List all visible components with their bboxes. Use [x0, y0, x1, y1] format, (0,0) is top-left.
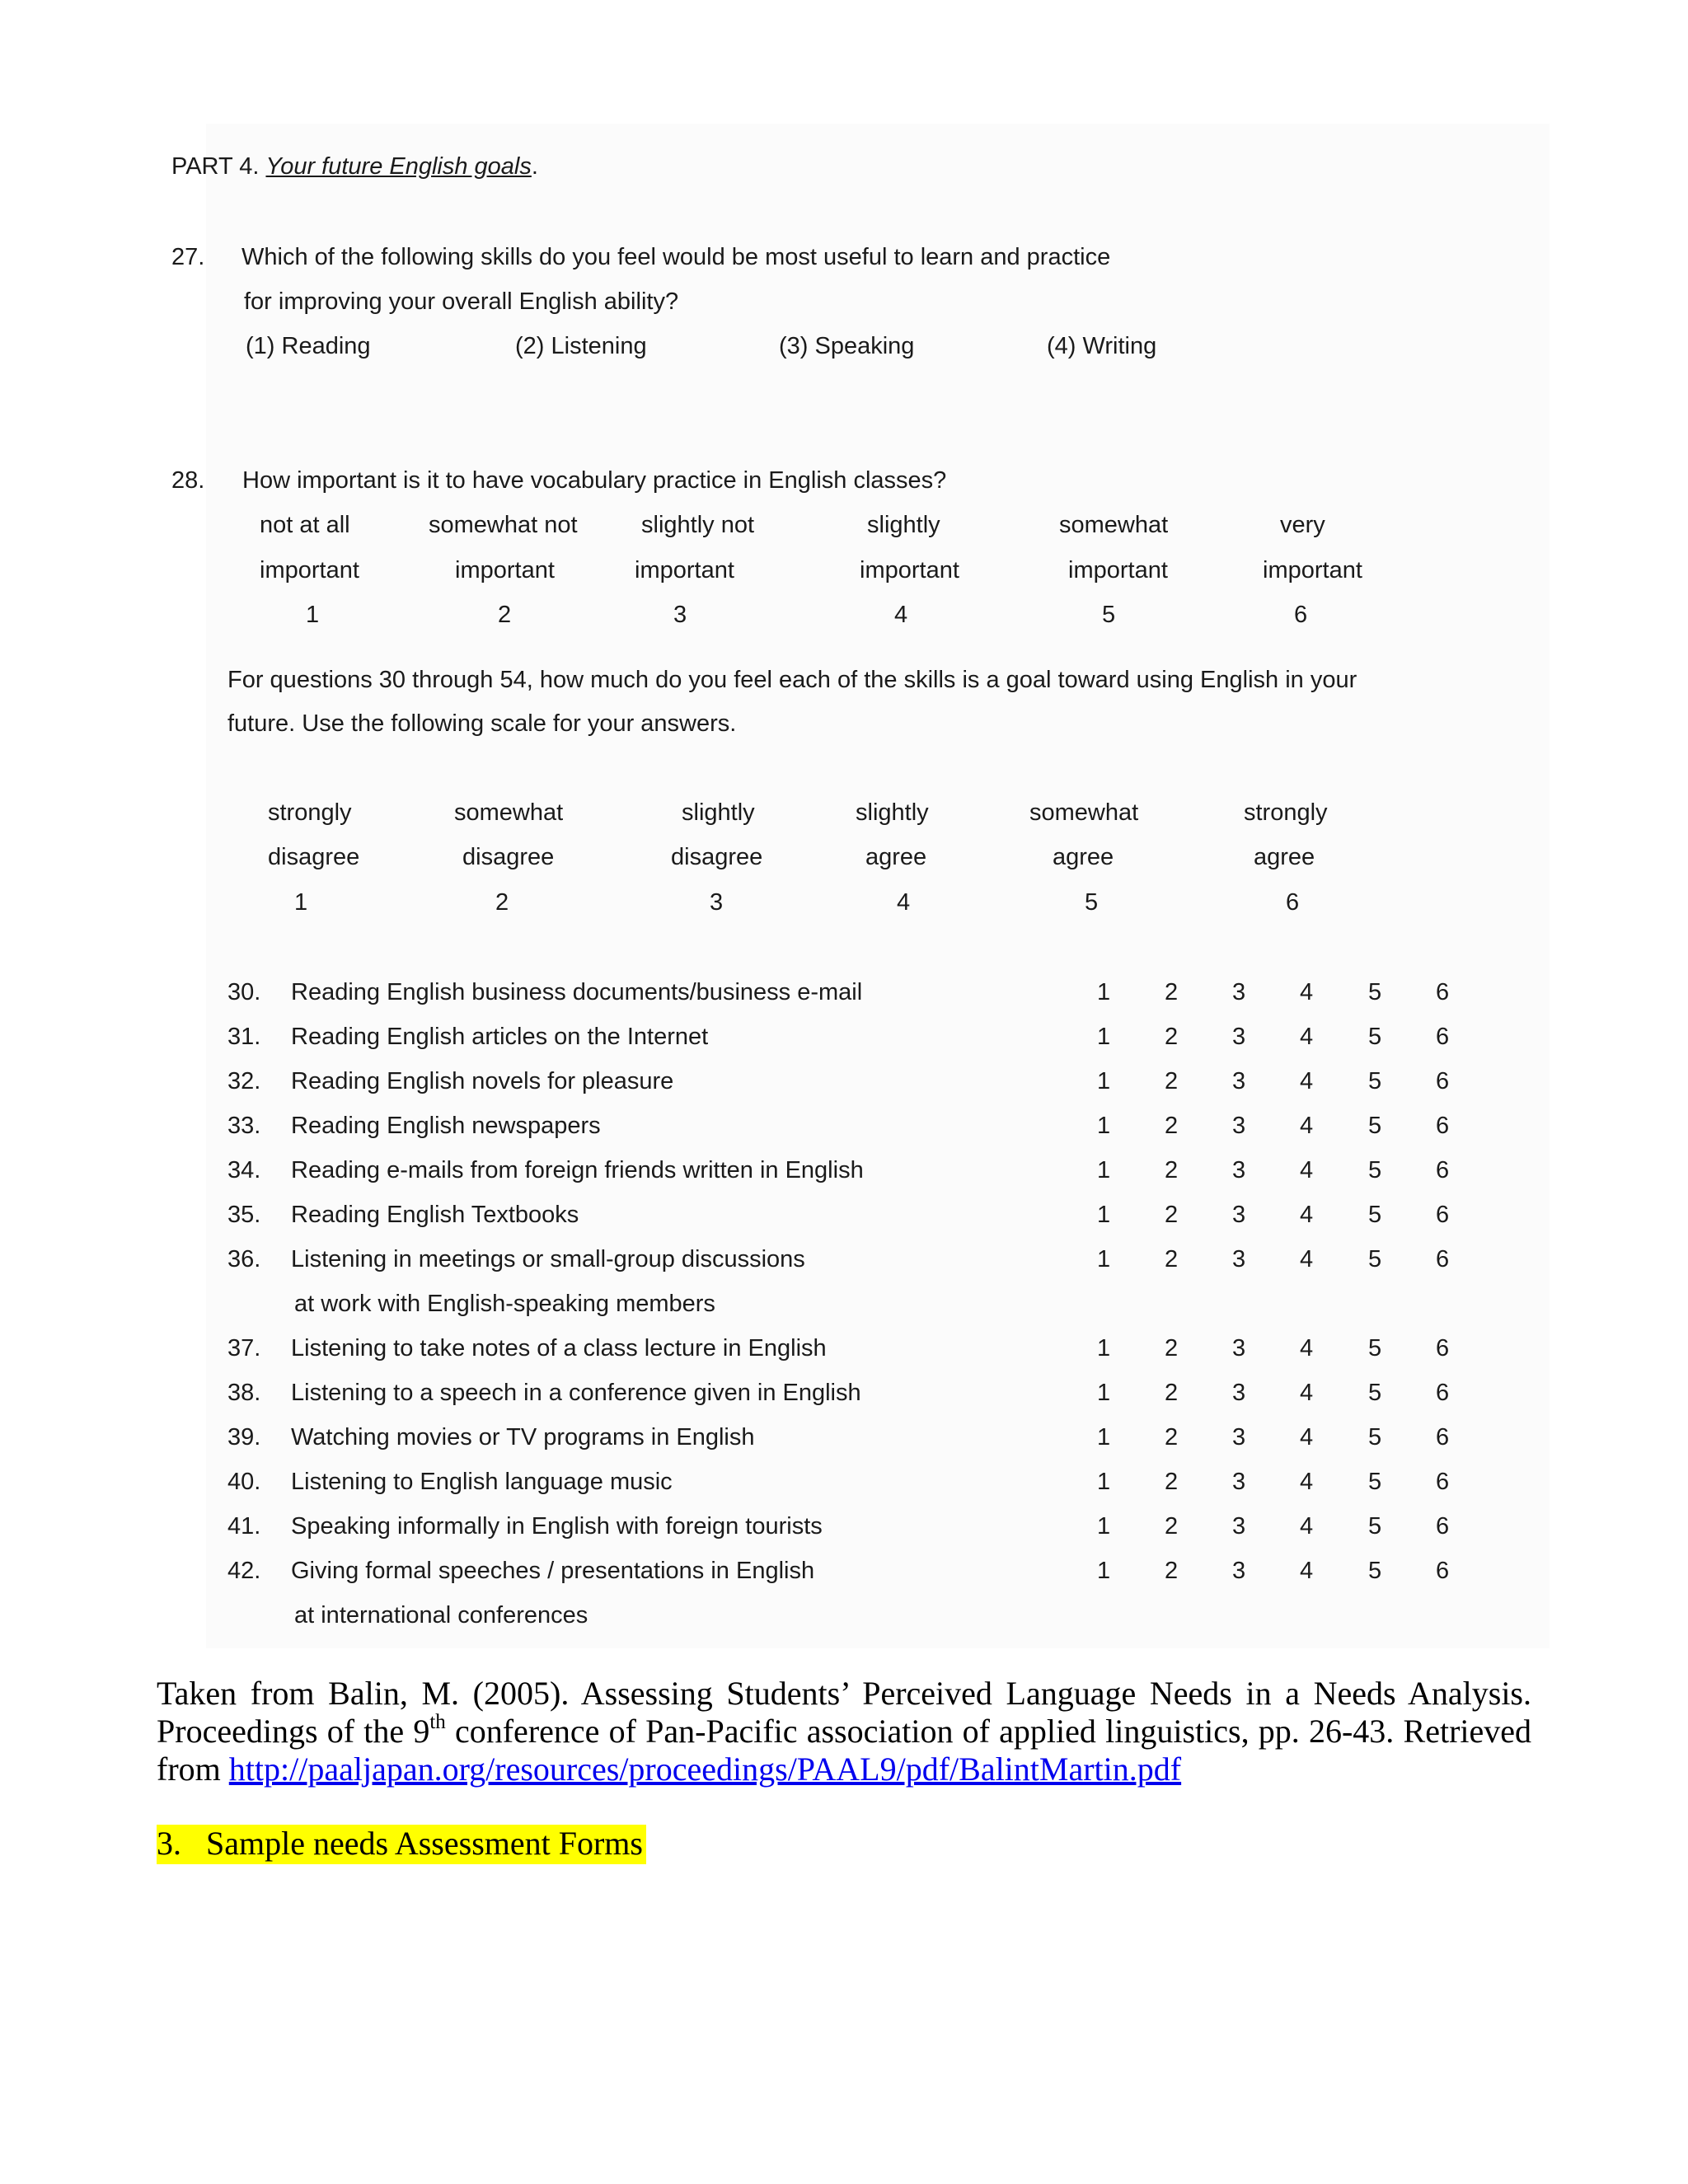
- rating-option[interactable]: 3: [1232, 1335, 1246, 1361]
- item-number: 33.: [227, 1113, 261, 1139]
- rating-option[interactable]: 2: [1165, 979, 1179, 1005]
- part-prefix: PART 4.: [171, 153, 260, 180]
- rating-option[interactable]: 5: [1368, 979, 1382, 1005]
- rating-option[interactable]: 1: [1097, 1469, 1111, 1495]
- rating-option[interactable]: 3: [1232, 1246, 1246, 1272]
- agree-scale-bottom: disagree: [268, 844, 360, 870]
- part-suffix: .: [531, 153, 538, 180]
- agree-scale-number: 1: [294, 889, 308, 916]
- q28-scale-bottom: important: [635, 557, 734, 583]
- rating-option[interactable]: 2: [1165, 1246, 1179, 1272]
- rating-option[interactable]: 4: [1300, 1157, 1314, 1183]
- q28-text: How important is it to have vocabulary practice in English classes?: [242, 467, 947, 494]
- instructions-line1: For questions 30 through 54, how much do you feel each of the skills is a goal toward using English in your: [227, 667, 1357, 693]
- agree-scale-bottom: disagree: [462, 844, 555, 870]
- item-number: 41.: [227, 1513, 261, 1540]
- rating-option[interactable]: 5: [1368, 1113, 1382, 1139]
- rating-option[interactable]: 5: [1368, 1469, 1382, 1495]
- rating-option[interactable]: 6: [1436, 1113, 1450, 1139]
- item-number: 38.: [227, 1380, 261, 1406]
- q28-scale-bottom: important: [455, 557, 555, 583]
- rating-option[interactable]: 2: [1165, 1335, 1179, 1361]
- rating-option[interactable]: 1: [1097, 1246, 1111, 1272]
- item-number: 42.: [227, 1558, 261, 1584]
- item-text: Reading English articles on the Internet: [291, 1024, 709, 1050]
- q28-scale-number: 5: [1102, 602, 1116, 628]
- rating-option[interactable]: 1: [1097, 1513, 1111, 1540]
- rating-option[interactable]: 4: [1300, 1335, 1314, 1361]
- citation: [157, 1675, 1531, 1788]
- rating-option[interactable]: 5: [1368, 1424, 1382, 1451]
- q28-scale-number: 3: [673, 602, 687, 628]
- rating-option[interactable]: 4: [1300, 1469, 1314, 1495]
- rating-option[interactable]: 3: [1232, 1202, 1246, 1228]
- rating-option[interactable]: 3: [1232, 1380, 1246, 1406]
- agree-scale-bottom: disagree: [671, 844, 763, 870]
- rating-option[interactable]: 6: [1436, 1558, 1450, 1584]
- item-text: Listening to English language music: [291, 1469, 673, 1495]
- item-text: Watching movies or TV programs in English: [291, 1424, 755, 1451]
- rating-option[interactable]: 6: [1436, 1380, 1450, 1406]
- rating-option[interactable]: 3: [1232, 1558, 1246, 1584]
- q28-scale-bottom: important: [1263, 557, 1362, 583]
- rating-option[interactable]: 3: [1232, 1113, 1246, 1139]
- citation-text-cont: conference of Pan-Pacific association of applied linguistics, pp. 26-43. Retrieved from: [157, 1713, 1532, 1788]
- rating-option[interactable]: 4: [1300, 1246, 1314, 1272]
- item-text: Reading English novels for pleasure: [291, 1068, 674, 1094]
- q28-scale-bottom: important: [860, 557, 959, 583]
- item-text: Reading English Textbooks: [291, 1202, 579, 1228]
- rating-option[interactable]: 2: [1165, 1424, 1179, 1451]
- item-number: 35.: [227, 1202, 261, 1228]
- part-title: Your future English goals: [265, 153, 532, 180]
- q27-line1: Which of the following skills do you feel would be most useful to learn and practice: [241, 244, 1111, 270]
- agree-scale-top: strongly: [268, 799, 352, 826]
- q27-option-reading: (1) Reading: [246, 333, 371, 359]
- agree-scale-number: 4: [897, 889, 911, 916]
- rating-option[interactable]: 4: [1300, 979, 1314, 1005]
- rating-option[interactable]: 3: [1232, 1469, 1246, 1495]
- q27-number: 27.: [171, 244, 205, 270]
- rating-option[interactable]: 2: [1165, 1558, 1179, 1584]
- rating-option[interactable]: 2: [1165, 1469, 1179, 1495]
- item-text-continued: at work with English-speaking members: [294, 1291, 715, 1317]
- item-number: 30.: [227, 979, 261, 1005]
- rating-option[interactable]: 4: [1300, 1202, 1314, 1228]
- rating-option[interactable]: 2: [1165, 1113, 1179, 1139]
- agree-scale-top: slightly: [856, 799, 929, 826]
- rating-option[interactable]: 3: [1232, 1424, 1246, 1451]
- item-text: Reading English business documents/business e-mail: [291, 979, 863, 1005]
- rating-option[interactable]: 1: [1097, 1380, 1111, 1406]
- q27-line2: for improving your overall English ability?: [244, 288, 679, 315]
- rating-option[interactable]: 6: [1436, 1424, 1450, 1451]
- agree-scale-top: slightly: [682, 799, 755, 826]
- item-text-continued: at international conferences: [294, 1602, 588, 1629]
- rating-option[interactable]: 4: [1300, 1113, 1314, 1139]
- rating-option[interactable]: 4: [1300, 1558, 1314, 1584]
- rating-option[interactable]: 4: [1300, 1424, 1314, 1451]
- agree-scale-number: 5: [1085, 889, 1099, 916]
- rating-option[interactable]: 3: [1232, 1157, 1246, 1183]
- rating-option[interactable]: 6: [1436, 1024, 1450, 1050]
- rating-option[interactable]: 1: [1097, 1157, 1111, 1183]
- q28-scale-number: 1: [306, 602, 320, 628]
- rating-option[interactable]: 1: [1097, 1068, 1111, 1094]
- q28-scale-top: somewhat not: [429, 512, 578, 538]
- agree-scale-number: 3: [710, 889, 724, 916]
- instructions-line2: future. Use the following scale for your answers.: [227, 710, 737, 737]
- rating-option[interactable]: 5: [1368, 1558, 1382, 1584]
- rating-option[interactable]: 5: [1368, 1157, 1382, 1183]
- agree-scale-top: strongly: [1244, 799, 1328, 826]
- rating-option[interactable]: 3: [1232, 1068, 1246, 1094]
- q28-scale-top: very: [1280, 512, 1325, 538]
- rating-option[interactable]: 4: [1300, 1068, 1314, 1094]
- agree-scale-bottom: agree: [1053, 844, 1114, 870]
- q27-option-listening: (2) Listening: [515, 333, 647, 359]
- rating-option[interactable]: 5: [1368, 1380, 1382, 1406]
- rating-option[interactable]: 6: [1436, 1157, 1450, 1183]
- citation-link[interactable]: http://paaljapan.org/resources/proceedings/PAAL9/pdf/BalintMartin.pdf: [228, 1750, 1182, 1788]
- rating-option[interactable]: 5: [1368, 1024, 1382, 1050]
- rating-option[interactable]: 2: [1165, 1380, 1179, 1406]
- rating-option[interactable]: 6: [1436, 1513, 1450, 1540]
- q27-option-speaking: (3) Speaking: [779, 333, 915, 359]
- part-heading: [171, 155, 538, 179]
- item-number: 39.: [227, 1424, 261, 1451]
- rating-option[interactable]: 3: [1232, 1513, 1246, 1540]
- rating-option[interactable]: 6: [1436, 1246, 1450, 1272]
- item-number: 36.: [227, 1246, 261, 1272]
- rating-option[interactable]: 4: [1300, 1024, 1314, 1050]
- item-number: 34.: [227, 1157, 261, 1183]
- q28-scale-bottom: important: [1068, 557, 1168, 583]
- rating-option[interactable]: 5: [1368, 1202, 1382, 1228]
- section-heading: 3. Sample needs Assessment Forms: [157, 1825, 646, 1864]
- rating-option[interactable]: 2: [1165, 1068, 1179, 1094]
- rating-option[interactable]: 5: [1368, 1246, 1382, 1272]
- rating-option[interactable]: 3: [1232, 1024, 1246, 1050]
- rating-option[interactable]: 2: [1165, 1513, 1179, 1540]
- item-text: Listening to take notes of a class lecture in English: [291, 1335, 827, 1361]
- citation-text: Taken from Balin, M. (2005). Assessing Students’ Perceived Language Needs in a Needs Analysis. Proceedings of the 9: [157, 1675, 1531, 1750]
- item-text: Listening to a speech in a conference given in English: [291, 1380, 861, 1406]
- rating-option[interactable]: 5: [1368, 1068, 1382, 1094]
- item-text: Speaking informally in English with foreign tourists: [291, 1513, 823, 1540]
- q28-scale-number: 2: [498, 602, 512, 628]
- item-text: Reading e-mails from foreign friends written in English: [291, 1157, 864, 1183]
- item-number: 31.: [227, 1024, 261, 1050]
- q28-scale-top: slightly not: [641, 512, 755, 538]
- agree-scale-bottom: agree: [1254, 844, 1315, 870]
- rating-option[interactable]: 2: [1165, 1202, 1179, 1228]
- item-number: 32.: [227, 1068, 261, 1094]
- q28-scale-number: 4: [894, 602, 908, 628]
- agree-scale-number: 6: [1286, 889, 1300, 916]
- rating-option[interactable]: 5: [1368, 1513, 1382, 1540]
- item-number: 40.: [227, 1469, 261, 1495]
- agree-scale-top: somewhat: [1029, 799, 1139, 826]
- rating-option[interactable]: 4: [1300, 1513, 1314, 1540]
- q27-option-writing: (4) Writing: [1047, 333, 1157, 359]
- rating-option[interactable]: 4: [1300, 1380, 1314, 1406]
- rating-option[interactable]: 6: [1436, 1335, 1450, 1361]
- q28-scale-number: 6: [1294, 602, 1308, 628]
- rating-option[interactable]: 6: [1436, 1469, 1450, 1495]
- rating-option[interactable]: 6: [1436, 1068, 1450, 1094]
- rating-option[interactable]: 1: [1097, 1113, 1111, 1139]
- citation-superscript: th: [429, 1710, 446, 1733]
- item-text: Giving formal speeches / presentations in English: [291, 1558, 815, 1584]
- agree-scale-bottom: agree: [865, 844, 927, 870]
- q28-scale-top: somewhat: [1059, 512, 1169, 538]
- q28-scale-top: slightly: [867, 512, 940, 538]
- agree-scale-number: 2: [495, 889, 509, 916]
- rating-option[interactable]: 3: [1232, 979, 1246, 1005]
- rating-option[interactable]: 2: [1165, 1024, 1179, 1050]
- q28-number: 28.: [171, 467, 205, 494]
- rating-option[interactable]: 1: [1097, 1024, 1111, 1050]
- q28-scale-top: not at all: [260, 512, 350, 538]
- rating-option[interactable]: 1: [1097, 1335, 1111, 1361]
- rating-option[interactable]: 1: [1097, 1202, 1111, 1228]
- rating-option[interactable]: 6: [1436, 1202, 1450, 1228]
- item-text: Listening in meetings or small-group discussions: [291, 1246, 805, 1272]
- q28-scale-bottom: important: [260, 557, 359, 583]
- agree-scale-top: somewhat: [454, 799, 564, 826]
- rating-option[interactable]: 5: [1368, 1335, 1382, 1361]
- rating-option[interactable]: 2: [1165, 1157, 1179, 1183]
- rating-option[interactable]: 1: [1097, 1558, 1111, 1584]
- rating-option[interactable]: 1: [1097, 1424, 1111, 1451]
- rating-option[interactable]: 6: [1436, 979, 1450, 1005]
- item-number: 37.: [227, 1335, 261, 1361]
- rating-option[interactable]: 1: [1097, 979, 1111, 1005]
- item-text: Reading English newspapers: [291, 1113, 601, 1139]
